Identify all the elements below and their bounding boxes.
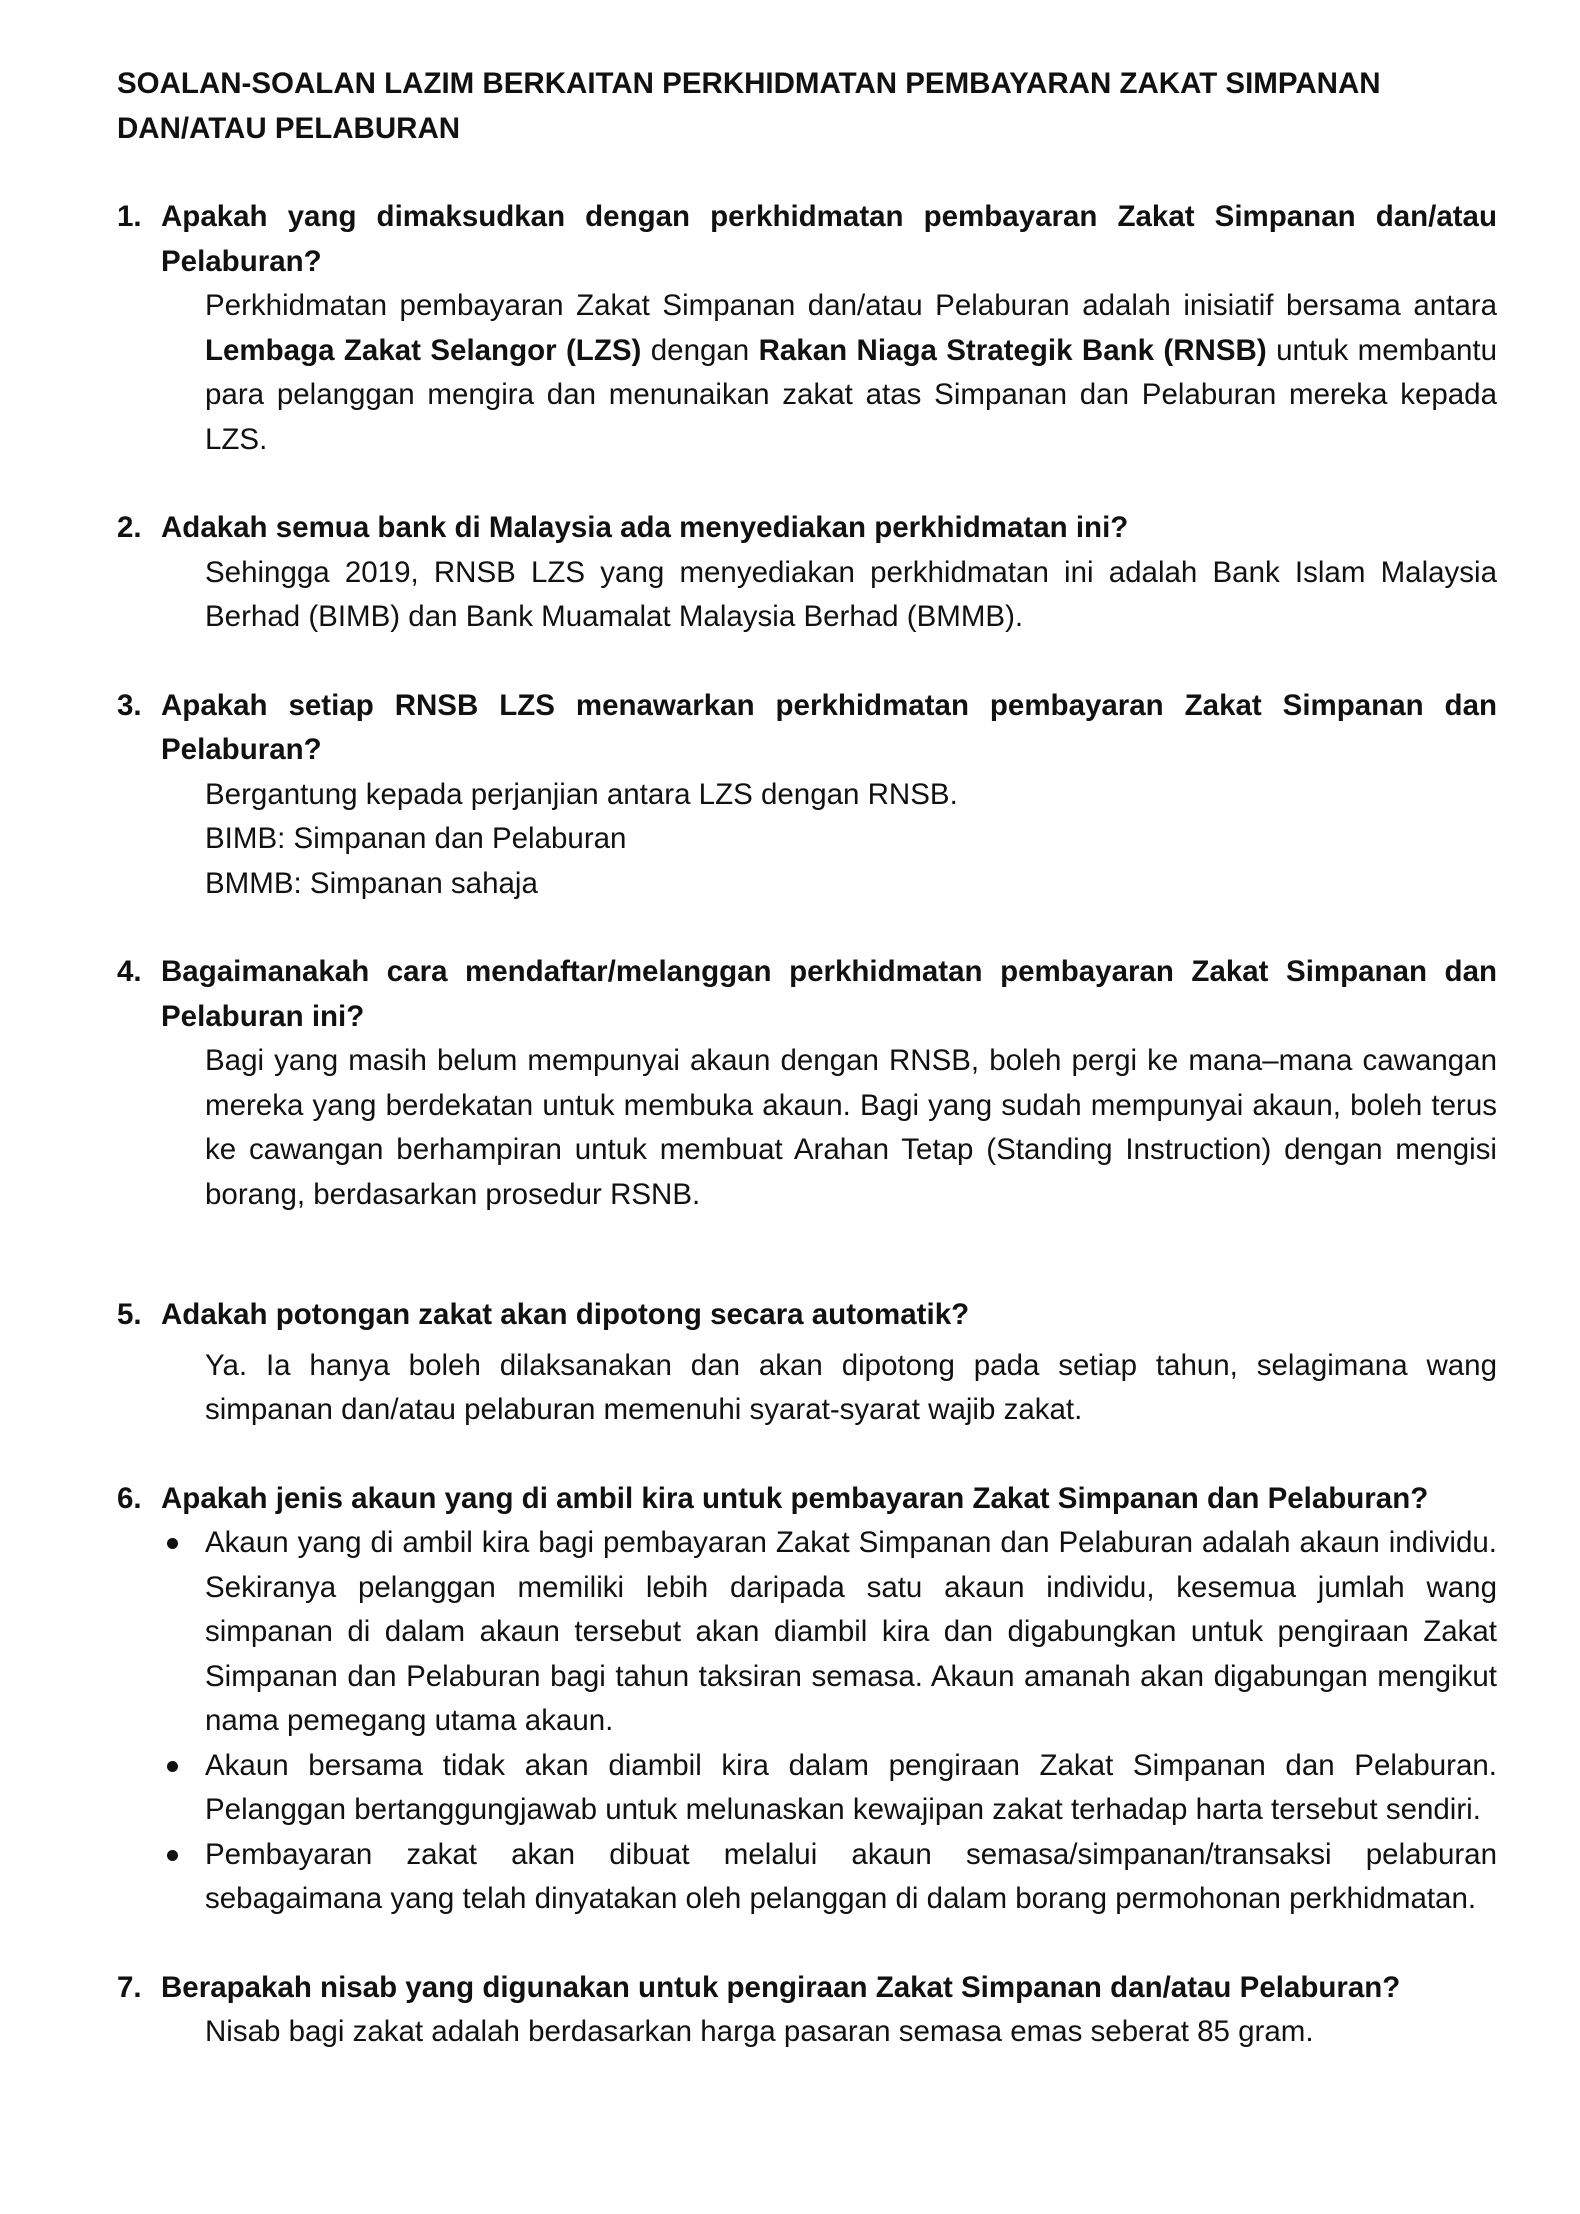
answer-2 xyxy=(205,551,1497,640)
question-number: 5. xyxy=(117,1298,142,1331)
bullet-icon xyxy=(167,1850,178,1861)
answer-line: Bergantung kepada perjanjian antara LZS dengan RNSB. xyxy=(205,777,958,811)
question-7 xyxy=(117,1966,1497,2011)
faq-item-7 xyxy=(117,1966,1497,2055)
question-text: Bagaimanakah cara mendaftar/melanggan perkhidmatan pembayaran Zakat Simpanan dan Pelaburan ini? xyxy=(161,955,1497,1033)
list-item xyxy=(117,1521,1497,1744)
answer-7 xyxy=(205,2010,1497,2055)
faq-item-6 xyxy=(117,1477,1497,1922)
bullet-text: Akaun bersama tidak akan diambil kira dalam pengiraan Zakat Simpanan dan Pelaburan. Pelanggan bertanggungjawab untuk melunaskan kewajipan zakat terhadap harta tersebut sendiri. xyxy=(205,1748,1497,1826)
faq-item-4 xyxy=(117,950,1497,1217)
question-number: 2. xyxy=(117,511,142,544)
question-1 xyxy=(117,195,1497,284)
question-text: Adakah potongan zakat akan dipotong secara automatik? xyxy=(161,1298,970,1331)
question-text: Berapakah nisab yang digunakan untuk pengiraan Zakat Simpanan dan/atau Pelaburan? xyxy=(161,1970,1401,2004)
bullet-text: Pembayaran zakat akan dibuat melalui akaun semasa/simpanan/transaksi pelaburan sebagaimana yang telah dinyatakan oleh pelanggan di dalam borang permohonan perkhidmatan. xyxy=(205,1837,1497,1915)
answer-text: Nisab bagi zakat adalah berdasarkan harga pasaran semasa emas seberat 85 gram. xyxy=(205,2015,1314,2048)
answer-line: BMMB: Simpanan sahaja xyxy=(205,866,538,900)
answer-1 xyxy=(205,284,1497,462)
question-4 xyxy=(117,950,1497,1039)
answer-text xyxy=(205,284,1497,462)
question-number: 1. xyxy=(117,200,142,233)
answer-6-bullets xyxy=(117,1521,1497,1922)
answer-3 xyxy=(205,773,1497,907)
question-number: 3. xyxy=(117,688,142,722)
bullet-icon xyxy=(167,1538,178,1549)
question-text: Apakah yang dimaksudkan dengan perkhidmatan pembayaran Zakat Simpanan dan/atau Pelaburan? xyxy=(161,200,1497,278)
faq-item-3 xyxy=(117,684,1497,907)
bullet-text: Akaun yang di ambil kira bagi pembayaran Zakat Simpanan dan Pelaburan adalah akaun individu. Sekiranya pelanggan memiliki lebih daripada satu akaun individu, kesemua jumlah wang simpanan di dalam akaun tersebut akan diambil kira dan digabungkan untuk pengiraan Zakat Simpanan dan Pelaburan bagi tahun taksiran semasa. Akaun amanah akan digabungan mengikut nama pemegang utama akaun. xyxy=(205,1526,1497,1737)
answer-fragment: dengan xyxy=(641,333,759,367)
answer-text: Ya. Ia hanya boleh dilaksanakan dan akan dipotong pada setiap tahun, selagimana wang simpanan dan/atau pelaburan memenuhi syarat-syarat wajib zakat. xyxy=(205,1348,1497,1426)
bullet-icon xyxy=(167,1761,178,1772)
question-6 xyxy=(117,1477,1497,1522)
faq-document xyxy=(117,62,1497,2055)
question-number: 7. xyxy=(117,1970,142,2004)
question-text: Adakah semua bank di Malaysia ada menyediakan perkhidmatan ini? xyxy=(161,511,1129,544)
answer-text: Bagi yang masih belum mempunyai akaun dengan RNSB, boleh pergi ke mana–mana cawangan mereka yang berdekatan untuk membuka akaun. Bagi yang sudah mempunyai akaun, boleh terus ke cawangan berhampiran untuk membuat Arahan Tetap (Standing Instruction) dengan mengisi borang, berdasarkan prosedur RSNB. xyxy=(205,1044,1497,1211)
question-2 xyxy=(117,506,1497,551)
question-text: Apakah setiap RNSB LZS menawarkan perkhidmatan pembayaran Zakat Simpanan dan Pelaburan? xyxy=(161,688,1497,766)
answer-fragment: Perkhidmatan pembayaran Zakat Simpanan dan/atau Pelaburan adalah inisiatif bersama antara xyxy=(205,289,1497,322)
org-name-lzs: Lembaga Zakat Selangor (LZS) xyxy=(205,333,642,367)
question-number: 4. xyxy=(117,955,142,988)
question-5 xyxy=(117,1293,1497,1338)
question-3 xyxy=(117,684,1497,773)
question-number: 6. xyxy=(117,1481,142,1515)
faq-item-1 xyxy=(117,195,1497,462)
faq-item-2 xyxy=(117,506,1497,640)
answer-text: Sehingga 2019, RNSB LZS yang menyediakan perkhidmatan ini adalah Bank Islam Malaysia Berhad (BIMB) dan Bank Muamalat Malaysia Berhad (BMMB). xyxy=(205,555,1497,633)
org-name-rnsb: Rakan Niaga Strategik Bank (RNSB) xyxy=(758,333,1267,367)
document-title: SOALAN-SOALAN LAZIM BERKAITAN PERKHIDMATAN PEMBAYARAN ZAKAT SIMPANAN DAN/ATAU PELABURAN xyxy=(117,67,1381,145)
list-item xyxy=(117,1744,1497,1833)
answer-line: BIMB: Simpanan dan Pelaburan xyxy=(205,822,627,855)
faq-item-5 xyxy=(117,1293,1497,1433)
answer-5 xyxy=(205,1344,1497,1433)
list-item xyxy=(117,1833,1497,1922)
question-text: Apakah jenis akaun yang di ambil kira untuk pembayaran Zakat Simpanan dan Pelaburan? xyxy=(161,1481,1429,1515)
answer-fragment: untuk membantu para pelanggan mengira dan menunaikan zakat atas Simpanan dan Pelaburan mereka kepada LZS. xyxy=(205,333,1498,456)
answer-4 xyxy=(205,1039,1497,1217)
